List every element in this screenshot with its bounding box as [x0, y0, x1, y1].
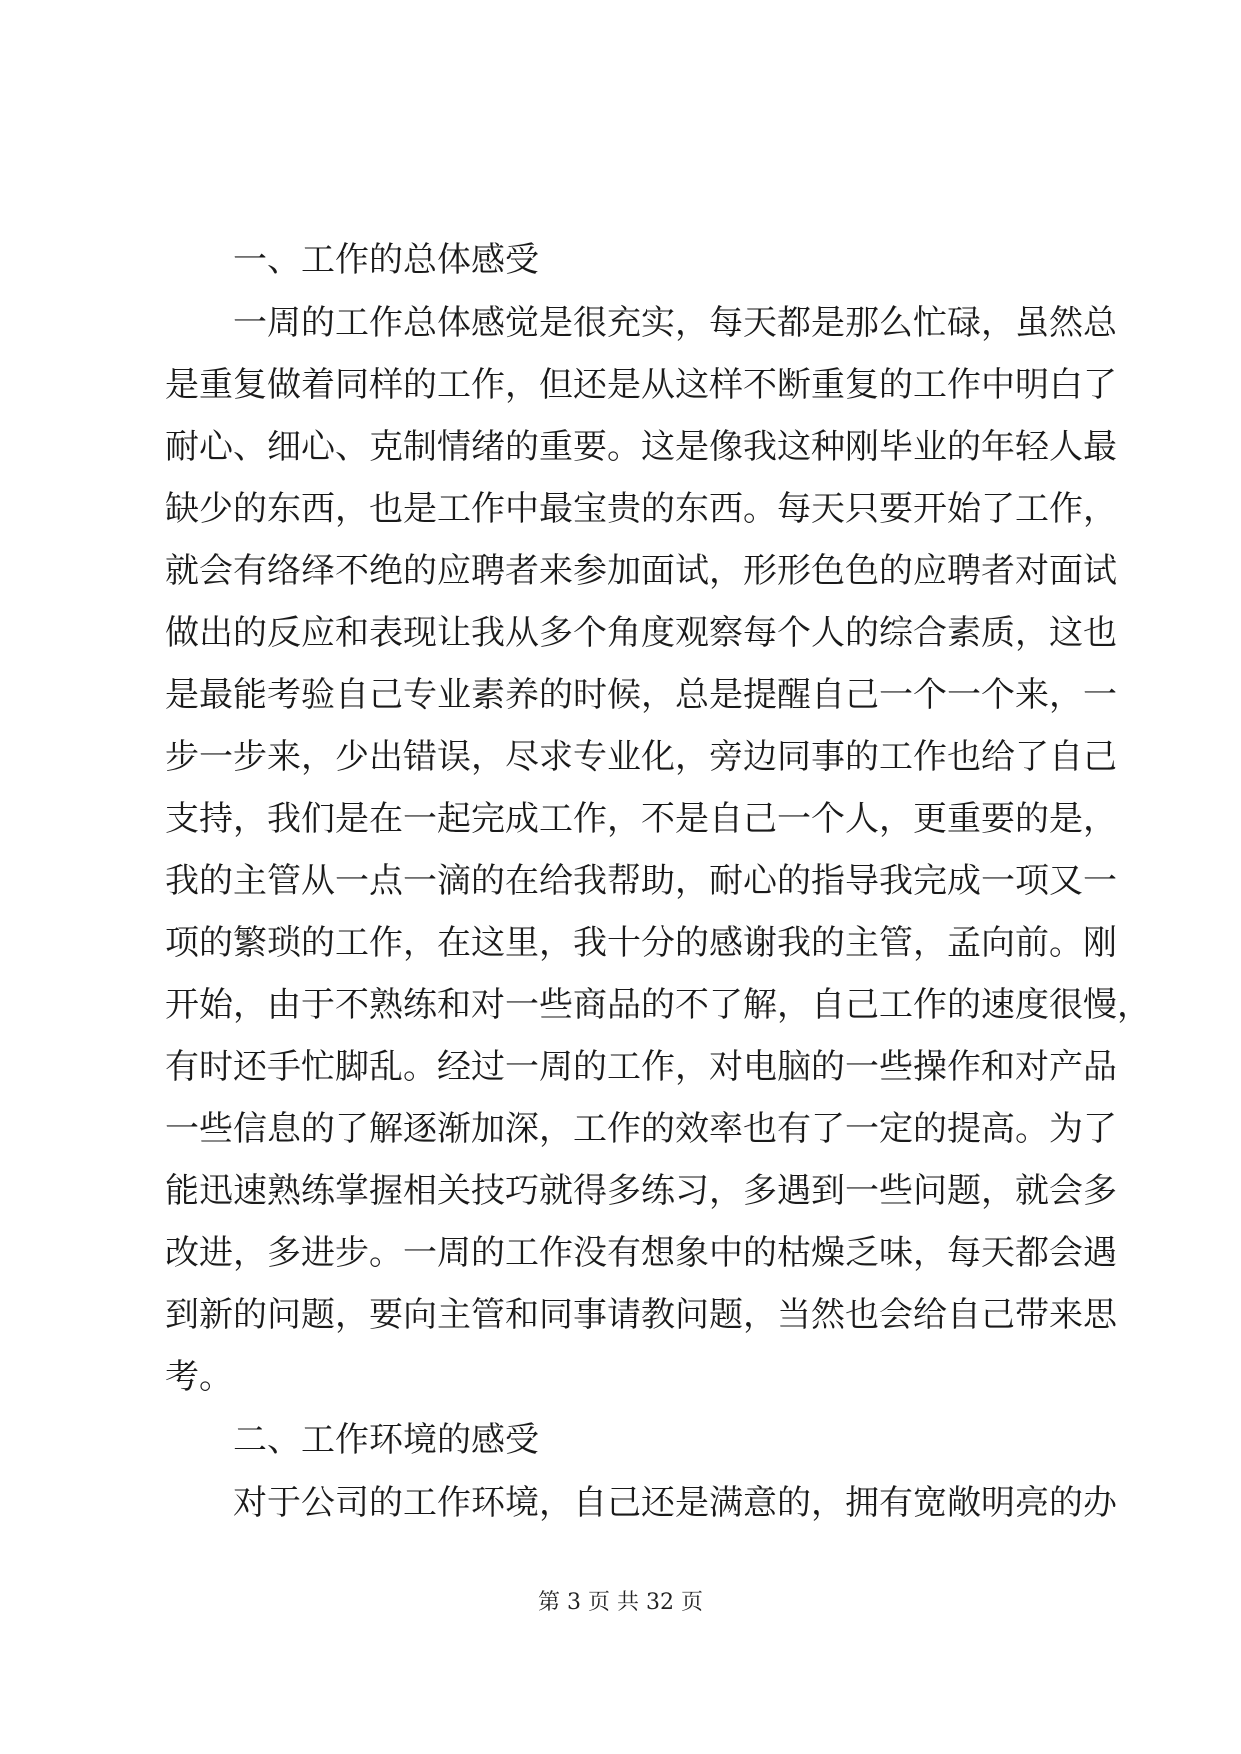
- section-heading-2: 二、工作环境的感受: [233, 1420, 539, 1460]
- page-footer: [0, 1588, 1241, 1618]
- page-number-label: 第 3 页 共 32 页: [538, 1590, 703, 1615]
- paragraph-line: 到新的问题，要向主管和同事请教问题，当然也会给自己带来思: [165, 1295, 1117, 1335]
- paragraph-line: 步一步来，少出错误，尽求专业化，旁边同事的工作也给了自己: [165, 737, 1117, 777]
- section-heading-1: 一、工作的总体感受: [233, 240, 539, 280]
- document-body: [165, 228, 1151, 1534]
- paragraph-line: 缺少的东西，也是工作中最宝贵的东西。每天只要开始了工作，: [165, 489, 1117, 529]
- section-2-paragraph: [165, 1472, 1117, 1534]
- paragraph-line: 考。: [165, 1357, 233, 1397]
- paragraph-line: 支持，我们是在一起完成工作，不是自己一个人，更重要的是，: [165, 799, 1117, 839]
- paragraph-line: 一些信息的了解逐渐加深，工作的效率也有了一定的提高。为了: [165, 1109, 1117, 1149]
- paragraph-line: 是最能考验自己专业素养的时候，总是提醒自己一个一个来，一: [165, 675, 1117, 715]
- paragraph-line: 有时还手忙脚乱。经过一周的工作，对电脑的一些操作和对产品: [165, 1047, 1117, 1087]
- paragraph-line: 做出的反应和表现让我从多个角度观察每个人的综合素质，这也: [165, 613, 1117, 653]
- paragraph-line: 是重复做着同样的工作，但还是从这样不断重复的工作中明白了: [165, 365, 1117, 405]
- paragraph-line: 能迅速熟练掌握相关技巧就得多练习，多遇到一些问题，就会多: [165, 1171, 1117, 1211]
- paragraph-line: 一周的工作总体感觉是很充实，每天都是那么忙碌，虽然总: [233, 303, 1117, 343]
- paragraph-line: 我的主管从一点一滴的在给我帮助，耐心的指导我完成一项又一: [165, 861, 1117, 901]
- paragraph-line: 开始，由于不熟练和对一些商品的不了解，自己工作的速度很慢，: [165, 985, 1151, 1025]
- paragraph-line: 就会有络绎不绝的应聘者来参加面试，形形色色的应聘者对面试: [165, 551, 1117, 591]
- paragraph-line: 对于公司的工作环境，自己还是满意的，拥有宽敞明亮的办: [233, 1483, 1117, 1523]
- paragraph-line: 改进，多进步。一周的工作没有想象中的枯燥乏味，每天都会遇: [165, 1233, 1117, 1273]
- section-1-paragraph: [165, 292, 1151, 1408]
- paragraph-line: 项的繁琐的工作，在这里，我十分的感谢我的主管，孟向前。刚: [165, 923, 1117, 963]
- paragraph-line: 耐心、细心、克制情绪的重要。这是像我这种刚毕业的年轻人最: [165, 427, 1117, 467]
